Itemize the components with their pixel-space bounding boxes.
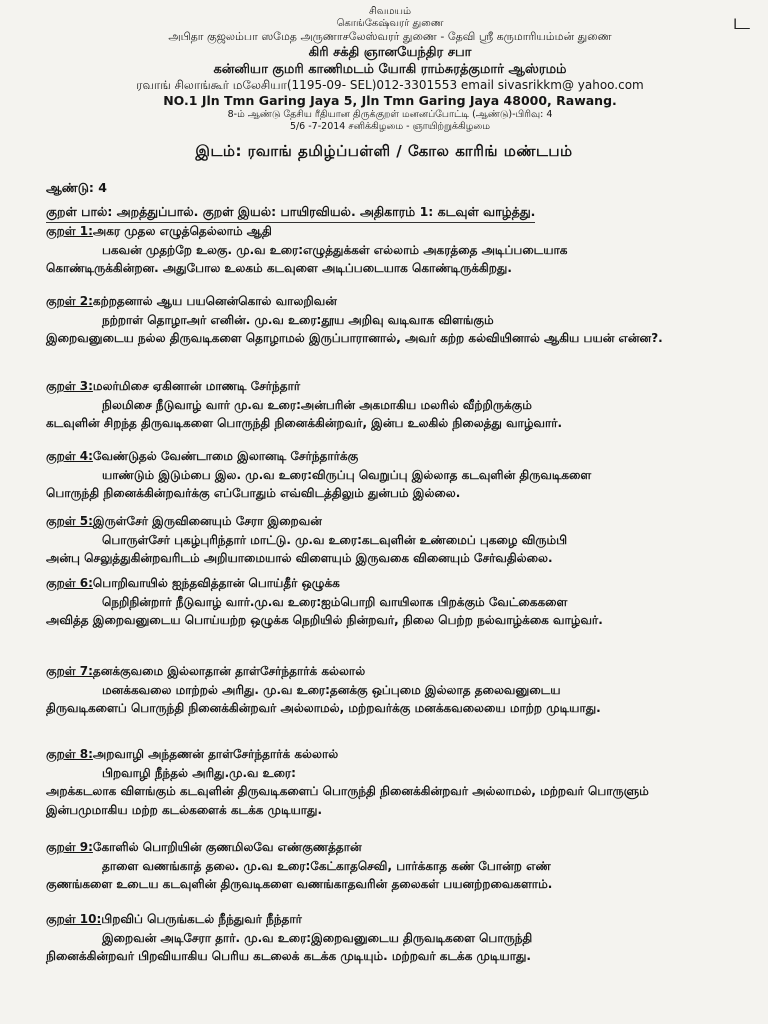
kural-item bbox=[46, 292, 726, 348]
header-line-1: சிவமயம் bbox=[368, 6, 412, 17]
kural-line-1: கோளில் பொறியின் குணமிலவே எண்குணத்தான் bbox=[92, 840, 362, 854]
header bbox=[40, 6, 740, 133]
header-line-4: கிரி சக்தி ஞானயேந்திர சபா bbox=[308, 45, 472, 60]
kural-line-1: இருள்சேர் இருவினையும் சேரா இறைவன் bbox=[92, 514, 322, 528]
kural-line-2: நற்றாள் தொழாஅர் எனின். மு.வ உரை:தூய அறிவு வடிவாக விளங்கும் bbox=[102, 312, 494, 327]
kural-line-1: மலர்மிசை ஏகினான் மாணடி சேர்ந்தார் bbox=[92, 379, 301, 393]
kural-tag: குறள் 7: bbox=[46, 664, 93, 678]
kural-line-2: இறைவன் அடிசேரா தார். மு.வ உரை:இறைவனுடைய திருவடிகளை பொருந்தி bbox=[102, 930, 533, 945]
kural-item bbox=[46, 512, 726, 568]
kural-meaning: அவித்த இறைவனுடைய பொய்யற்ற ஒழுக்க நெறியில் நின்றவர், நிலை பெற்ற நல்வாழ்க்கை வாழ்வர். bbox=[46, 613, 603, 627]
kural-meaning: அன்பு செலுத்துகின்றவரிடம் அறியாமையால் விளையும் இருவகை வினையும் சேர்வதில்லை. bbox=[46, 551, 553, 565]
kural-line-2: மனக்கவலை மாற்றல் அரிது. மு.வ உரை:தனக்கு ஒப்புமை இல்லாத தலைவனுடைய bbox=[102, 682, 561, 697]
kural-meaning: நினைக்கின்றவர் பிறவியாகிய பெரிய கடலைக் கடக்க முடியும். மற்றவர் கடக்க முடியாது. bbox=[46, 949, 531, 963]
kural-tag: குறள் 5: bbox=[46, 514, 93, 528]
kural-line-2: நிலமிசை நீடுவாழ் வார் மு.வ உரை:அன்பரின் அகமாகிய மலரில் வீற்றிருக்கும் bbox=[102, 397, 532, 412]
header-line-8: 8-ம் ஆண்டு தேசிய ரீதியான திருக்குறள் மனனப்போட்டி (ஆண்டு)-பிரிவு: 4 bbox=[227, 109, 553, 120]
kural-meaning: பொருந்தி நினைக்கின்றவர்க்கு எப்போதும் எவ்விடத்திலும் துன்பம் இல்லை. bbox=[46, 486, 461, 500]
header-line-7: NO.1 Jln Tmn Garing Jaya 5, Jln Tmn Garing Jaya 48000, Rawang. bbox=[163, 93, 617, 108]
kural-item bbox=[46, 447, 726, 503]
header-line-3: அபிதா குஜலம்பா ஸமேத அருணாசலேஸ்வரர் துணை - தேவி ஸ்ரீ கருமாரியம்மன் துணை bbox=[168, 30, 612, 43]
kural-line-1: பிறவிப் பெருங்கடல் நீந்துவர் நீந்தார் bbox=[101, 912, 302, 926]
venue: இடம்: ரவாங் தமிழ்ப்பள்ளி / கோல காரிங் மண்டபம் bbox=[195, 142, 573, 160]
kural-line-1: அறவாழி அந்தணன் தாள்சேர்ந்தார்க் கல்லால் bbox=[92, 747, 339, 761]
kural-item bbox=[46, 838, 726, 894]
kural-item bbox=[46, 662, 726, 718]
kural-tag: குறள் 3: bbox=[46, 379, 93, 393]
header-line-6: ரவாங் சிலாங்கூர் மலேசியா(1195-09- SEL)012-3301553 email sivasrikkm@ yahoo.com bbox=[136, 78, 644, 92]
kural-meaning: அறக்கடலாக விளங்கும் கடவுளின் திருவடிகளைப் பொருந்தி நினைக்கின்றவர் அல்லாமல், மற்றவர் பொருளும் இன்பமுமாகிய மற்ற கடல்களைக் கடக்க முடியாது. bbox=[46, 784, 649, 817]
kural-line-1: பொறிவாயில் ஐந்தவித்தான் பொய்தீர் ஒழுக்க bbox=[92, 576, 340, 590]
kural-item bbox=[46, 745, 726, 819]
kural-tag: குறள் 4: bbox=[46, 449, 93, 463]
kural-tag: குறள் 1: bbox=[46, 224, 93, 238]
kural-line-2: பகவன் முதற்றே உலகு. மு.வ உரை:எழுத்துக்கள் எல்லாம் அகரத்தை அடிப்படையாக bbox=[102, 242, 568, 257]
kural-meaning: குணங்களை உடைய கடவுளின் திருவடிகளை வணங்காதவரின் தலைகள் பயனற்றவைகளாம். bbox=[46, 877, 553, 891]
kural-meaning: கடவுளின் சிறந்த திருவடிகளை பொருந்தி நினைக்கின்றவர், இன்ப உலகில் நிலைத்து வாழ்வார். bbox=[46, 416, 563, 430]
kural-tag: குறள் 6: bbox=[46, 576, 93, 590]
kural-tag: குறள் 10: bbox=[46, 912, 102, 926]
kural-line-1: கற்றதனால் ஆய பயனென்கொல் வாலறிவன் bbox=[92, 294, 337, 308]
kural-meaning: திருவடிகளைப் பொருந்தி நினைக்கின்றவர் அல்லாமல், மற்றவர்க்கு மனக்கவலையை மாற்ற முடியாது. bbox=[46, 701, 601, 715]
kural-line-1: வேண்டுதல் வேண்டாமை இலானடி சேர்ந்தார்க்கு bbox=[92, 449, 359, 463]
kural-item bbox=[46, 377, 726, 433]
kural-line-2: பொருள்சேர் புகழ்புரிந்தார் மாட்டு. மு.வ உரை:கடவுளின் உண்மைப் புகழை விரும்பி bbox=[102, 532, 568, 547]
kural-item bbox=[46, 222, 726, 278]
kural-meaning: இறைவனுடைய நல்ல திருவடிகளை தொழாமல் இருப்பாரானால், அவர் கற்ற கல்வியினால் ஆகிய பயன் என்ன?. bbox=[46, 331, 663, 345]
kural-line-2: தாளை வணங்காத் தலை. மு.வ உரை:கேட்காதசெவி, பார்க்காத கண் போன்ற எண் bbox=[102, 858, 551, 873]
kural-item bbox=[46, 910, 726, 966]
kural-line-1: அகர முதல எழுத்தெல்லாம் ஆதி bbox=[92, 224, 272, 238]
kural-tag: குறள் 2: bbox=[46, 294, 93, 308]
header-line-2: கொங்கேஷ்வரர் துணை bbox=[336, 18, 444, 29]
kural-line-1: தனக்குவமை இல்லாதான் தாள்சேர்ந்தார்க் கல்லால் bbox=[92, 664, 366, 678]
kural-line-2: யாண்டும் இடும்பை இல. மு.வ உரை:விருப்பு வெறுப்பு இல்லாத கடவுளின் திருவடிகளை bbox=[102, 467, 592, 482]
kural-line-2: பிறவாழி நீந்தல் அரிது.மு.வ உரை: bbox=[102, 765, 296, 780]
kural-tag: குறள் 9: bbox=[46, 840, 93, 854]
kural-tag: குறள் 8: bbox=[46, 747, 93, 761]
year-label: ஆண்டு: 4 bbox=[46, 180, 107, 195]
kural-line-2: நெறிநின்றார் நீடுவாழ் வார்.மு.வ உரை:ஐம்பொறி வாயிலாக பிறக்கும் வேட்கைகளை bbox=[102, 594, 568, 609]
header-line-5: கன்னியா குமரி காணிமடம் யோகி ராம்சுரத்குமார் ஆஸ்ரமம் bbox=[213, 62, 567, 77]
kural-meaning: கொண்டிருக்கின்றன. அதுபோல உலகம் கடவுளை அடிப்படையாக கொண்டிருக்கிறது. bbox=[46, 261, 512, 275]
section-title: குறள் பால்: அறத்துப்பால். குறள் இயல்: பாயிரவியல். அதிகாரம் 1: கடவுள் வாழ்த்து. bbox=[46, 204, 535, 223]
page-number: ட bbox=[732, 10, 750, 35]
kural-item bbox=[46, 574, 726, 630]
header-line-9: 5/6 -7-2014 சனிக்கிழமை - ஞாயிற்றுக்கிழமை bbox=[289, 121, 491, 132]
